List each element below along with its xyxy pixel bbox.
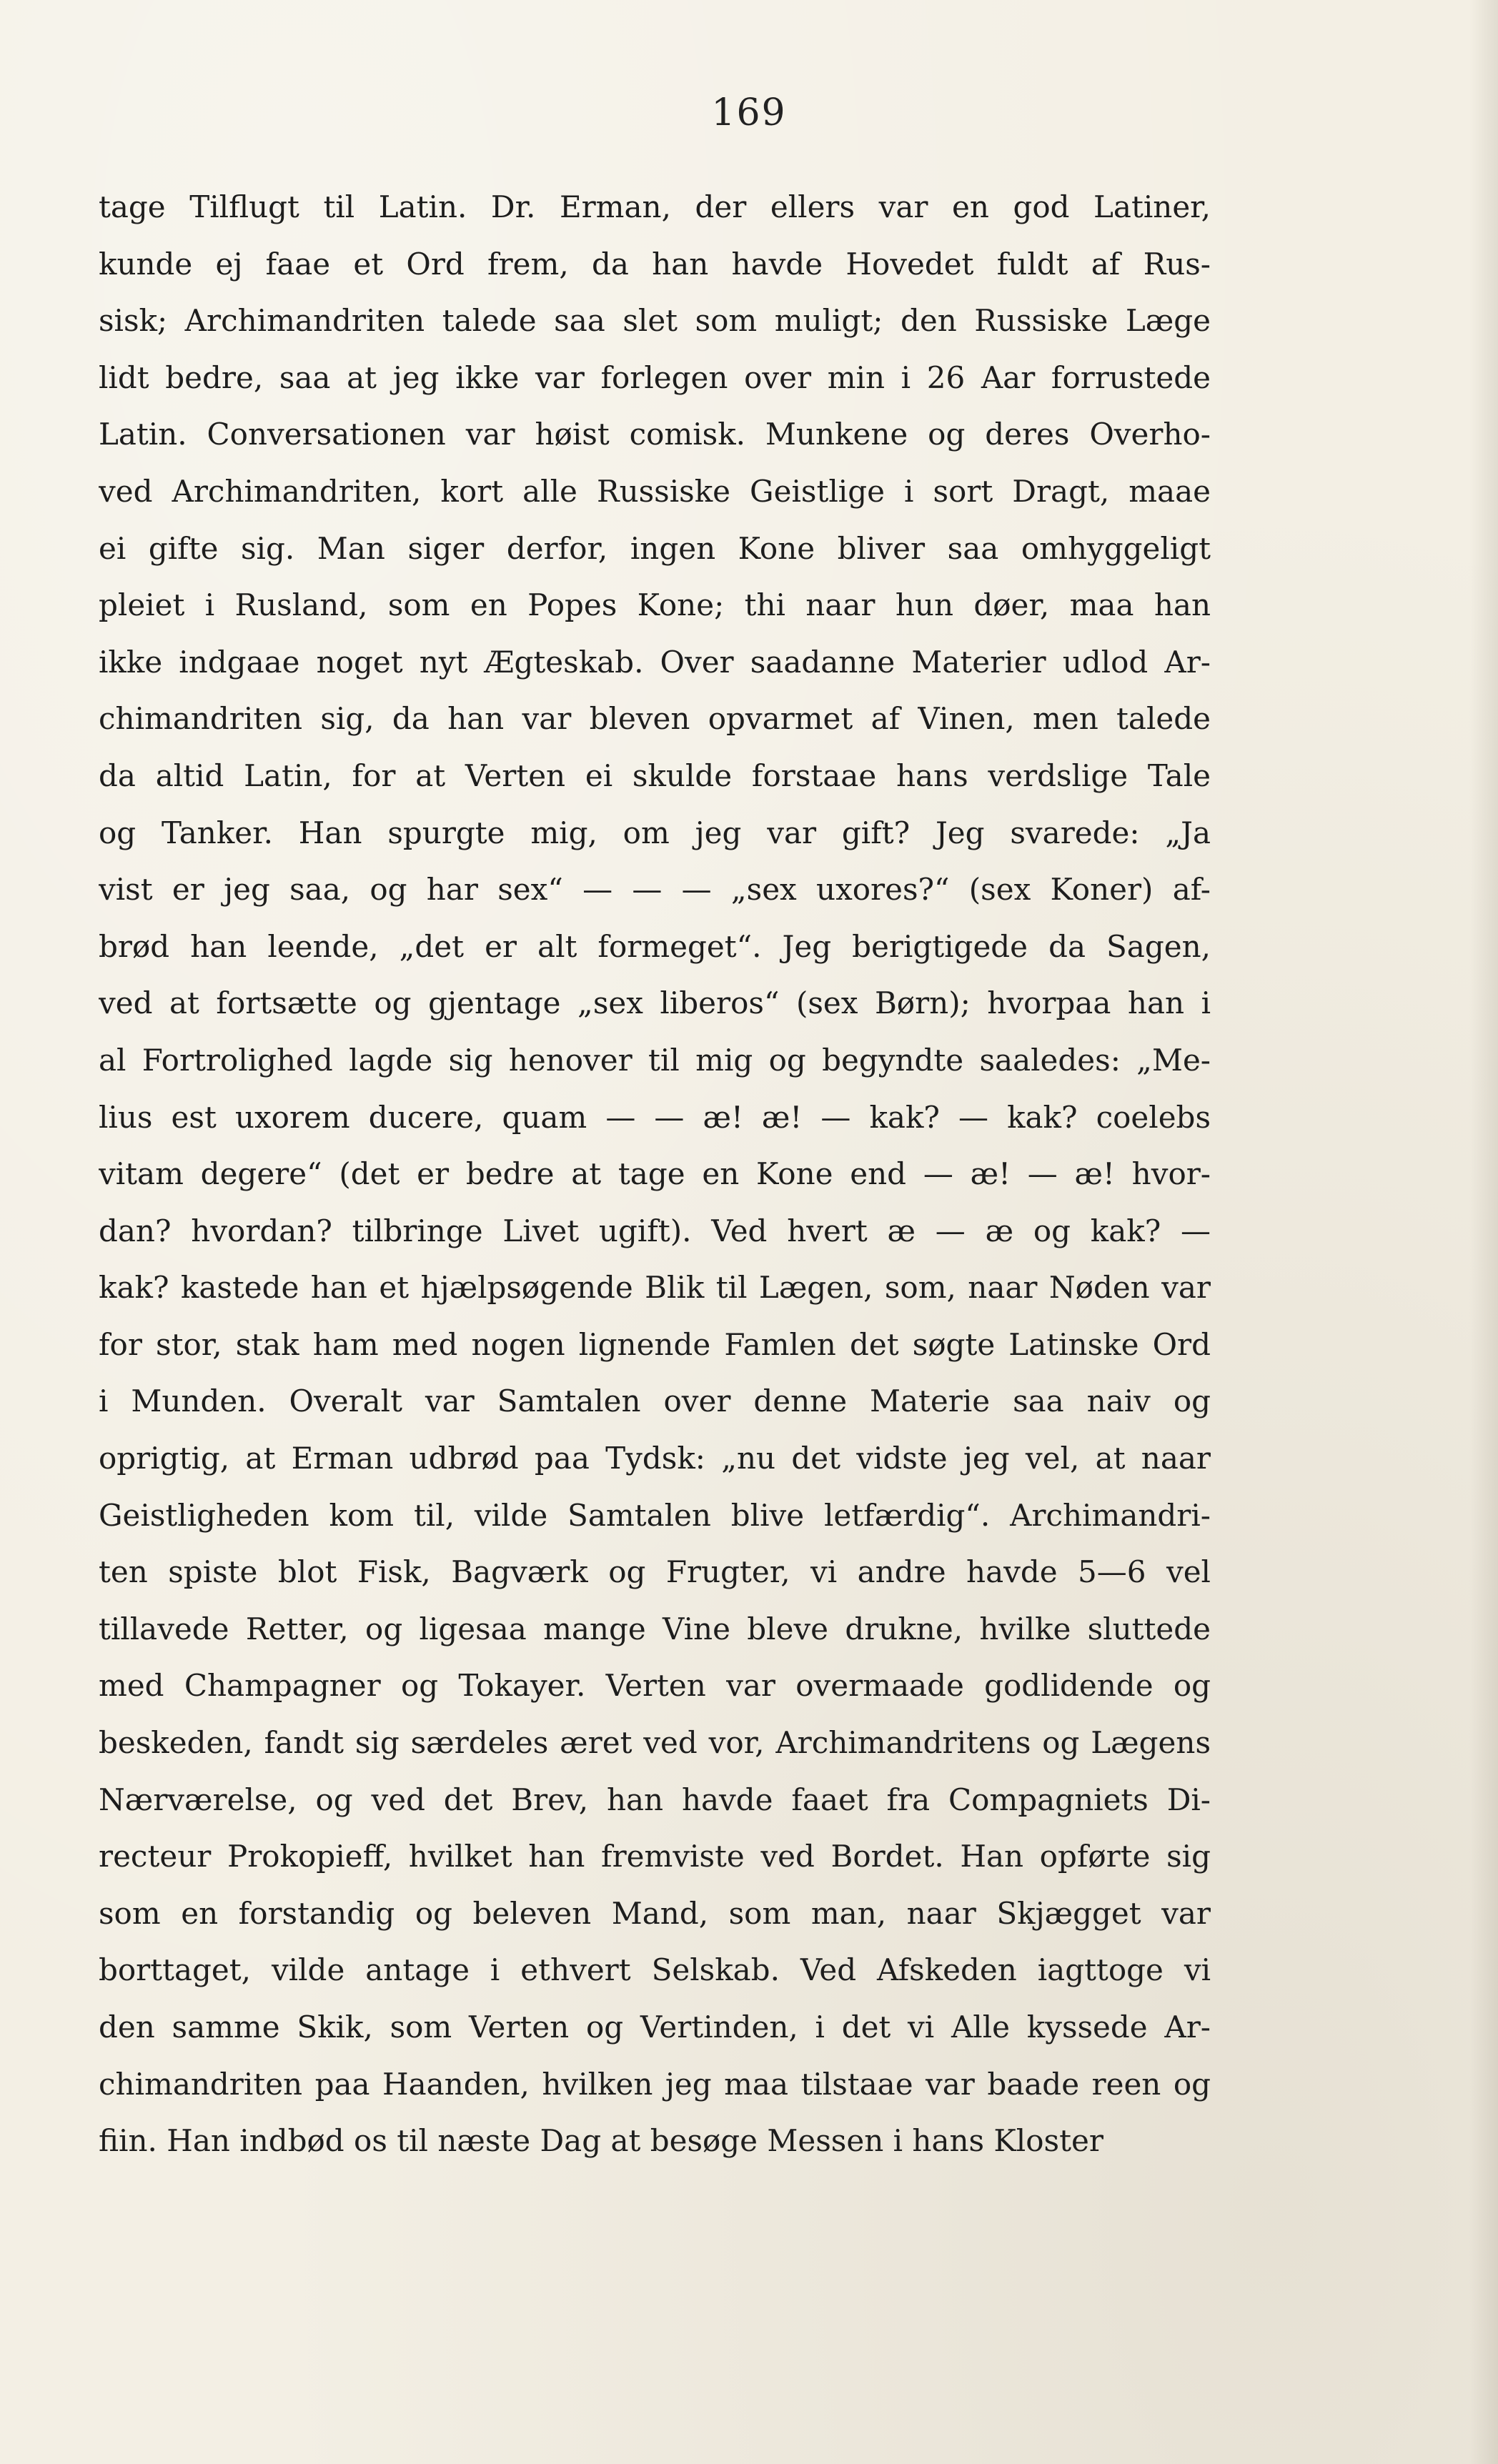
text-line: fiin. Han indbød os til næste Dag at besøge Messen i hans Kloster	[99, 2123, 1103, 2159]
page-number: 169	[711, 91, 787, 134]
text-line: Geistligheden kom til, vilde Samtalen blive letfærdig“. Archimandri-	[99, 1497, 1211, 1533]
text-line: vist er jeg saa, og har sex“ — — — „sex uxores?“ (sex Koner) af-	[99, 872, 1211, 908]
text-line: pleiet i Rusland, som en Popes Kone; thi naar hun døer, maa han	[99, 587, 1211, 623]
text-line: kak? kastede han et hjælpsøgende Blik til Lægen, som, naar Nøden var	[99, 1270, 1211, 1306]
text-line: beskeden, fandt sig særdeles æret ved vor, Archimandritens og Lægens	[99, 1725, 1211, 1761]
text-line: og Tanker. Han spurgte mig, om jeg var gift? Jeg svarede: „Ja	[99, 815, 1211, 850]
page-edge-shadow	[1469, 0, 1498, 2464]
text-line: borttaget, vilde antage i ethvert Selskab. Ved Afskeden iagttoge vi	[99, 1952, 1211, 1988]
text-line: tage Tilflugt til Latin. Dr. Erman, der ellers var en god Latiner,	[99, 189, 1211, 224]
text-line: al Fortrolighed lagde sig henover til mig og begyndte saaledes: „Me-	[99, 1042, 1211, 1078]
text-line: recteur Prokopieff, hvilket han fremviste ved Bordet. Han opførte sig	[99, 1839, 1211, 1874]
text-line: kunde ej faae et Ord frem, da han havde Hovedet fuldt af Rus-	[99, 246, 1211, 282]
text-line: vitam degere“ (det er bedre at tage en Kone end — æ! — æ! hvor-	[99, 1156, 1211, 1192]
text-line: sisk; Archimandriten talede saa slet som muligt; den Russiske Læge	[99, 303, 1211, 339]
text-line: da altid Latin, for at Verten ei skulde forstaae hans verdslige Tale	[99, 757, 1211, 793]
text-line: ei gifte sig. Man siger derfor, ingen Kone bliver saa omhyggeligt	[99, 530, 1211, 566]
text-line: chimandriten sig, da han var bleven opvarmet af Vinen, men talede	[99, 701, 1211, 737]
text-line: tillavede Retter, og ligesaa mange Vine bleve drukne, hvilke sluttede	[99, 1611, 1211, 1646]
text-line: for stor, stak ham med nogen lignende Famlen det søgte Latinske Ord	[99, 1326, 1211, 1362]
text-line: i Munden. Overalt var Samtalen over denne Materie saa naiv og	[99, 1383, 1211, 1419]
text-line: lius est uxorem ducere, quam — — æ! æ! — kak? — kak? coelebs	[99, 1099, 1211, 1135]
text-line: ikke indgaae noget nyt Ægteskab. Over saadanne Materier udlod Ar-	[99, 644, 1211, 680]
text-line: den samme Skik, som Verten og Vertinden, i det vi Alle kyssede Ar-	[99, 2010, 1211, 2045]
text-line: dan? hvordan? tilbringe Livet ugift). Ved hvert æ — æ og kak? —	[99, 1213, 1211, 1248]
text-line: ved at fortsætte og gjentage „sex liberos“ (sex Børn); hvorpaa han i	[99, 985, 1211, 1021]
text-line: ved Archimandriten, kort alle Russiske Geistlige i sort Dragt, maae	[99, 473, 1211, 509]
text-line: oprigtig, at Erman udbrød paa Tydsk: „nu det vidste jeg vel, at naar	[99, 1441, 1211, 1476]
text-line: Latin. Conversationen var høist comisk. Munkene og deres Overho-	[99, 417, 1211, 452]
text-line: chimandriten paa Haanden, hvilken jeg maa tilstaae var baade reen og	[99, 2066, 1211, 2102]
text-line: ten spiste blot Fisk, Bagværk og Frugter, vi andre havde 5—6 vel	[99, 1554, 1211, 1590]
text-line: som en forstandig og beleven Mand, som man, naar Skjægget var	[99, 1895, 1211, 1931]
body-text	[99, 179, 1211, 2170]
text-line: lidt bedre, saa at jeg ikke var forlegen over min i 26 Aar forrustede	[99, 359, 1211, 395]
text-line: brød han leende, „det er alt formeget“. Jeg berigtigede da Sagen,	[99, 928, 1211, 964]
text-line: Nærværelse, og ved det Brev, han havde faaet fra Compagniets Di-	[99, 1782, 1211, 1817]
text-line: med Champagner og Tokayer. Verten var overmaade godlidende og	[99, 1668, 1211, 1704]
